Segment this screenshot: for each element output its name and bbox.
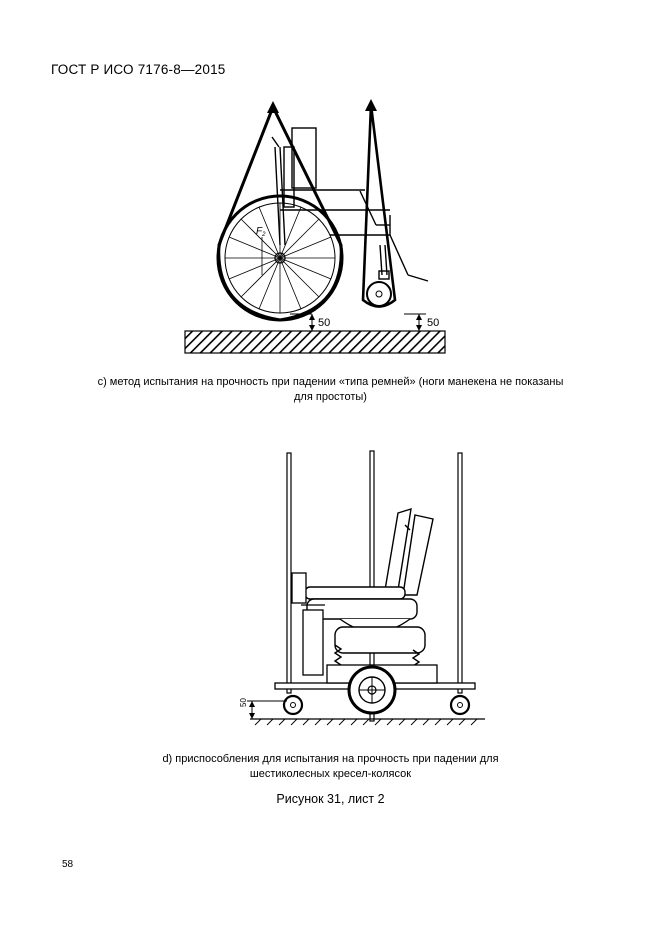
figure-d-six-wheel-fixture [235, 445, 495, 735]
figure-d-drawing [235, 445, 495, 735]
dim-marker-right [404, 314, 426, 331]
lift-arrow-rear [267, 101, 279, 113]
figure-d-caption-line1: d) приспособления для испытания на прочность при падении для [162, 753, 499, 765]
figure-title: Рисунок 31, лист 2 [276, 792, 385, 806]
figure-d-caption-line2: шестиколесных кресел-колясок [249, 768, 412, 780]
caster-wheel [367, 282, 391, 306]
figure-d-caption [60, 752, 601, 782]
ground-hatch-d [255, 719, 477, 725]
figure-c-belt-drop-test [180, 95, 450, 360]
drive-wheel [349, 667, 395, 713]
figure-c-caption [60, 375, 601, 405]
dim-left: 50 [318, 317, 331, 329]
figure-c-drawing [180, 95, 450, 360]
ground-hatch [185, 331, 445, 353]
figure-c-caption-line1: с) метод испытания на прочность при падении «типа ремней» (ноги манекена не показаны [97, 376, 564, 388]
lift-arrow-front [365, 99, 377, 111]
dim-d: 50 [239, 698, 248, 707]
figure-c-caption-line2: для простоты) [294, 391, 367, 403]
force-label: $F_2$ [256, 226, 266, 238]
dim-right: 50 [427, 317, 440, 329]
page-number: 58 [62, 859, 74, 870]
backrest [385, 509, 433, 595]
document-header: ГОСТ Р ИСО 7176-8—2015 [51, 62, 226, 77]
